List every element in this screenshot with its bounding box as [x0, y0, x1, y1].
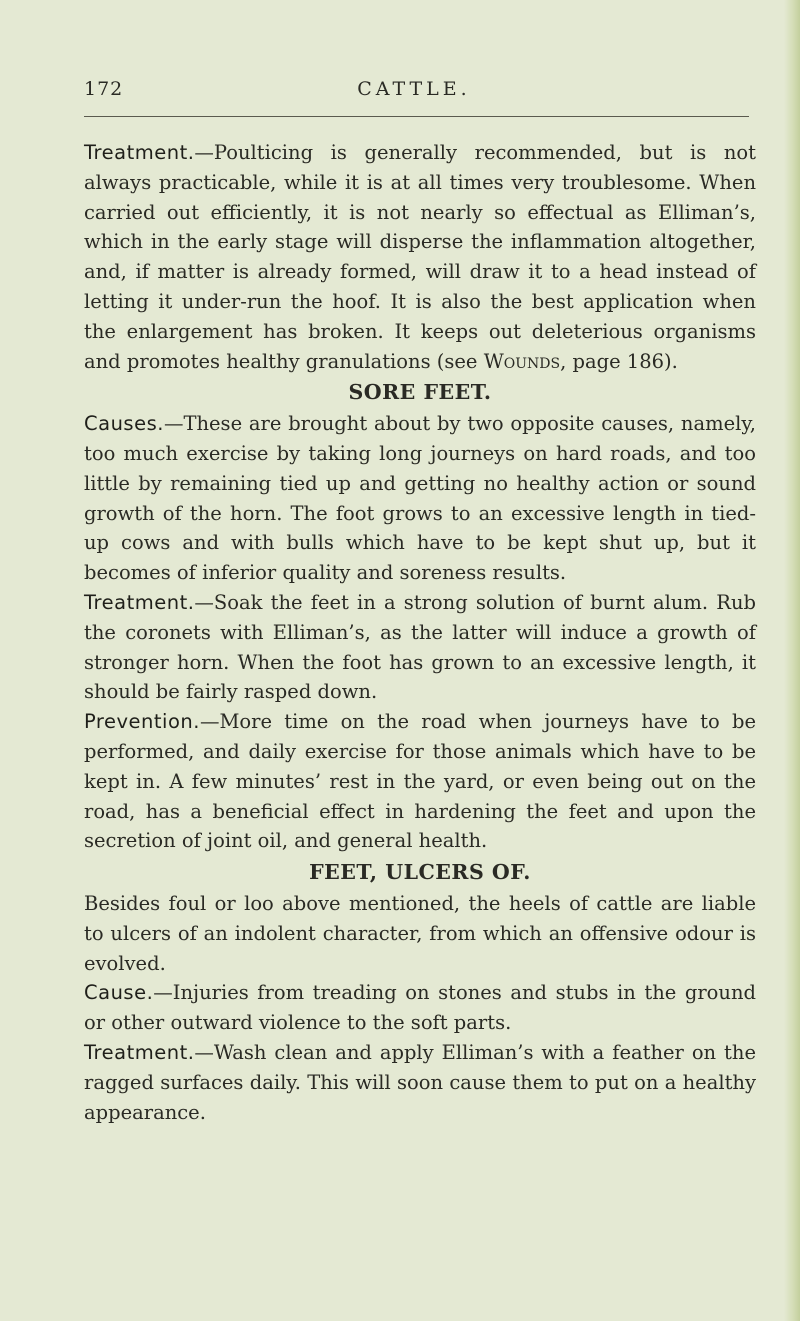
- section-title-feet-ulcers: FEET, ULCERS OF.: [309, 860, 531, 885]
- paragraph-text: —Soak the feet in a strong solution of burnt alum. Rub the coronets with Elliman’s, as the latter will induce a growth of stronger horn. When the foot has grown to an excessive length, it should be fairly rasped down.: [84, 590, 756, 704]
- section-label-prevention: Prevention.: [84, 710, 200, 734]
- paragraph-text: Besides foul or loo above mentioned, the heels of cattle are liable to ulcers of an indolent character, from which an offensive odour is evolved.: [84, 891, 756, 975]
- paragraph-text: —These are brought about by two opposite causes, namely, too much exercise by taking long journeys on hard roads, and too little by remaining tied up and getting no healthy action or sound growth of the horn. The foot grows to an excessive length in tied-up cows and with bulls which have to be kept shut up, but it becomes of inferior quality and soreness results.: [84, 412, 756, 585]
- paragraph-tail: , page 186).: [560, 349, 678, 373]
- section-label-causes: Causes.: [84, 412, 164, 436]
- section-label-treatment: Treatment.: [84, 590, 195, 614]
- header-rule: [84, 116, 749, 117]
- paragraph-text: —Wash clean and apply Elliman’s with a feather on the ragged surfaces daily. This will soon cause them to put on a healthy appearance.: [84, 1040, 756, 1124]
- page-number: 172: [84, 78, 124, 100]
- section-label-treatment: Treatment.: [84, 141, 195, 164]
- paragraph-text: —More time on the road when journeys have to be performed, and daily exercise for those animals which have to be kept in. A few minutes’ rest in the yard, or even being out on the road, has a beneficial effect in hardening the feet and upon the secretion of joint oil, and general health.: [84, 710, 756, 853]
- section-label-treatment: Treatment.: [84, 1040, 195, 1064]
- section-title-sore-feet: SORE FEET.: [348, 380, 492, 405]
- paragraph-causes: [84, 409, 756, 588]
- paragraph-text: —Poulticing is generally recommended, but is not always practicable, while it is at all times very troublesome. When carried out efficiently, it is not nearly so effectual as Elliman’s, which in the early stage will disperse the inflammation altogether, and, if matter is already formed, will draw it to a head instead of letting it under-run the hoof. It is also the best application when the enlargement has broken. It keeps out deleterious organisms and promotes healthy granulations (see: [84, 141, 756, 373]
- paragraph-text: —Injuries from treading on stones and stubs in the ground or other outward violence to the soft parts.: [84, 981, 756, 1035]
- paragraph-prevention: [84, 707, 756, 856]
- running-title: CATTLE.: [357, 78, 471, 100]
- section-label-cause: Cause.: [84, 981, 154, 1005]
- paragraph-treatment-alum: [84, 588, 756, 707]
- paragraph-treatment-wash: [84, 1038, 756, 1127]
- cross-reference-wounds: Wounds: [483, 349, 561, 373]
- paragraph-cause: [84, 978, 756, 1038]
- page-header: [84, 78, 744, 112]
- page-edge: [784, 0, 800, 1321]
- paragraph-treatment-poulticing: [84, 138, 756, 376]
- paragraph-intro-ulcers: [84, 889, 756, 978]
- body-text: [84, 138, 756, 1127]
